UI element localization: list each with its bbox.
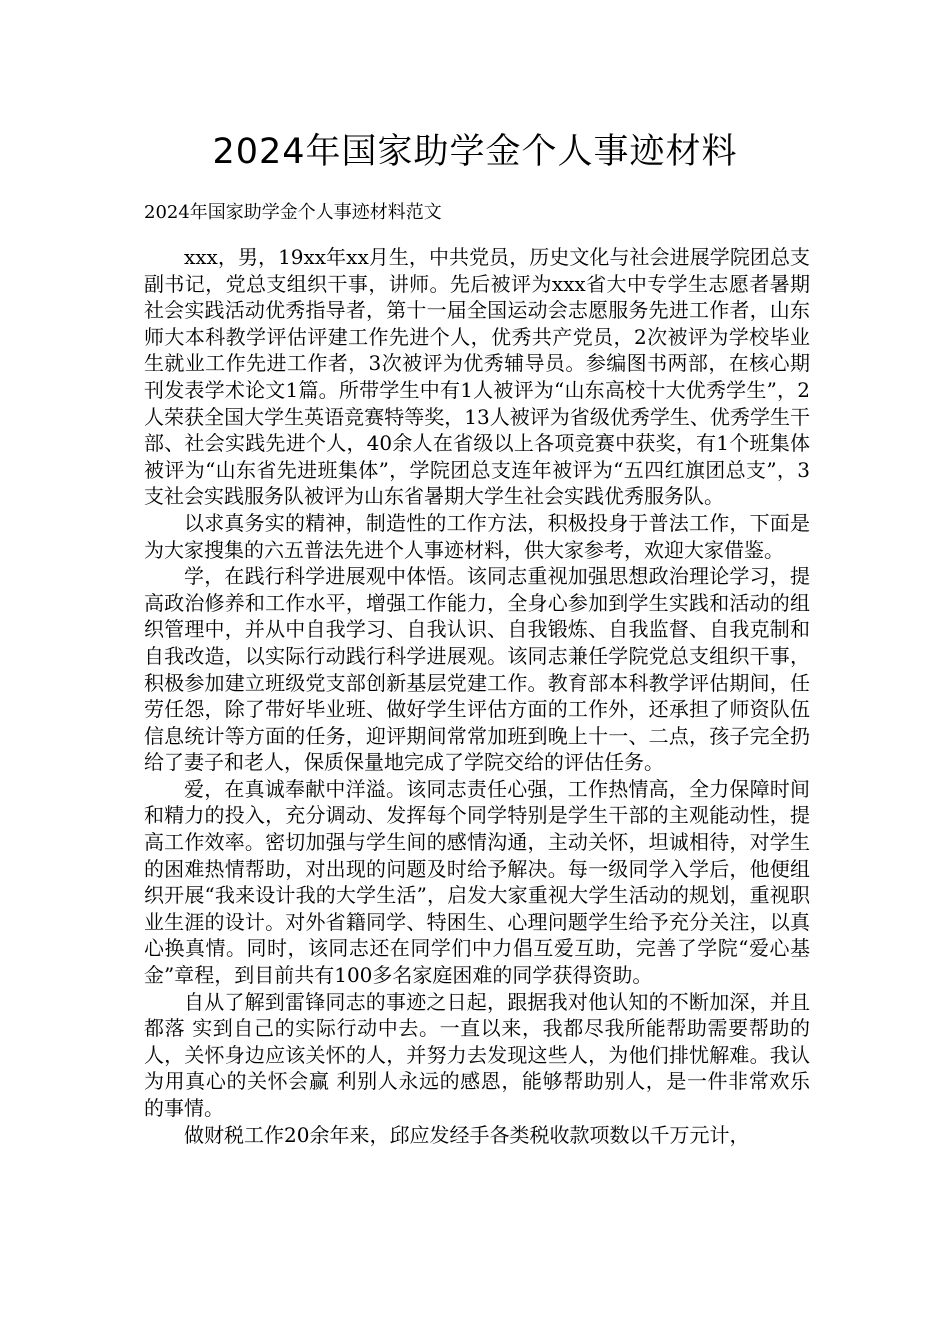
paragraph: 以求真务实的精神，制造性的工作方法，积极投身于普法工作，下面是为大家搜集的六五普法先进个人事迹材料，供大家参考，欢迎大家借鉴。 (144, 510, 810, 562)
paragraph: 爱，在真诚奉献中洋溢。该同志责任心强，工作热情高，全力保障时间和精力的投入，充分调动、发挥每个同学特别是学生干部的主观能动性，提高工作效率。密切加强与学生间的感情沟通，主动关怀，坦诚相待，对学生的困难热情帮助，对出现的问题及时给予解决。每一级同学入学后，他便组织开展“我来设计我的大学生活”，启发大家重视大学生活动的规划，重视职业生涯的设计。对外省籍同学、特困生、心理问题学生给予充分关注，以真心换真情。同时，该同志还在同学们中力倡互爱互助，完善了学院“爱心基金”章程，到目前共有100多名家庭困难的同学获得资助。 (144, 776, 810, 988)
paragraph: 自从了解到雷锋同志的事迹之日起，跟据我对他认知的不断加深，并且都落 实到自己的实际行动中去。一直以来，我都尽我所能帮助需要帮助的人，关怀身边应该关怀的人，并努力去发现这些人，为他们排忧解难。我认为用真心的关怀会赢 利别人永远的感恩，能够帮助别人，是一件非常欢乐的事情。 (144, 989, 810, 1120)
document-title: 2024年国家助学金个人事迹材料 (212, 132, 738, 172)
paragraph: 做财税工作20余年来，邱应发经手各类税收款项数以千万元计， (184, 1122, 750, 1147)
paragraph: 学，在践行科学进展观中体悟。该同志重视加强思想政治理论学习，提高政治修养和工作水平，增强工作能力，全身心参加到学生实践和活动的组织管理中，并从中自我学习、自我认识、自我锻炼、自我监督、自我克制和自我改造，以实际行动践行科学进展观。该同志兼任学院党总支组织干事，积极参加建立班级党支部创新基层党建工作。教育部本科教学评估期间，任劳任怨，除了带好毕业班、做好学生评估方面的工作外，还承担了师资队伍信息统计等方面的任务，迎评期间常常加班到晚上十一、二点，孩子完全扔给了妻子和老人，保质保量地完成了学院交给的评估任务。 (144, 564, 810, 775)
document-body (144, 244, 810, 1244)
paragraph: xxx，男，19xx年xx月生，中共党员，历史文化与社会进展学院团总支副书记，党总支组织干事，讲师。先后被评为xxx省大中专学生志愿者暑期社会实践活动优秀指导者，第十一届全国运动会志愿服务先进工作者，山东师大本科教学评估评建工作先进个人，优秀共产党员，2次被评为学校毕业生就业工作先进工作者，3次被评为优秀辅导员。参编图书两部，在核心期刊发表学术论文1篇。所带学生中有1人被评为“山东高校十大优秀学生”，2人荣获全国大学生英语竞赛特等奖，13人被评为省级优秀学生、优秀学生干部、社会实践先进个人，40余人在省级以上各项竞赛中获奖，有1个班集体被评为“山东省先进班集体”，学院团总支连年被评为“五四红旗团总支”，3支社会实践服务队被评为山东省暑期大学生社会实践优秀服务队。 (144, 245, 810, 509)
document-subtitle: 2024年国家助学金个人事迹材料范文 (144, 202, 442, 223)
